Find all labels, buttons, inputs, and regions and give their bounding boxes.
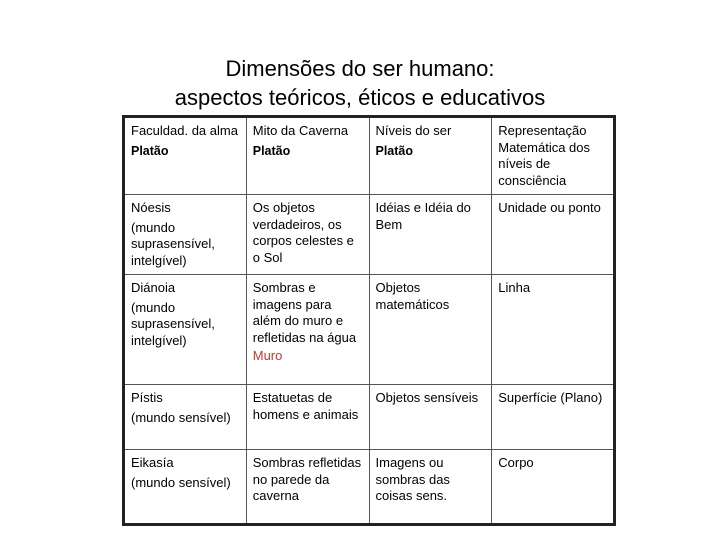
dimensions-table (122, 115, 616, 526)
cell-faculdade (124, 385, 247, 450)
cell-representacao: Superfície (Plano) (492, 385, 615, 450)
table-header-row (124, 117, 615, 195)
header-cell-representacao (492, 117, 615, 195)
cell-mito: Os objetos verdadeiros, os corpos celestes e o Sol (246, 195, 369, 275)
cell-mito-muro: Muro (252, 348, 283, 363)
cell-niveis: Idéias e Idéia do Bem (369, 195, 492, 275)
cell-faculdade (124, 195, 247, 275)
cell-term: Eikasía (131, 455, 174, 470)
cell-term-desc: (mundo sensível) (131, 409, 231, 425)
cell-term-desc: (mundo suprasensível, intelgível) (131, 219, 215, 268)
cell-mito: Estatuetas de homens e animais (246, 385, 369, 450)
cell-term-desc: (mundo sensível) (131, 474, 231, 490)
header-text: Níveis do ser (375, 123, 452, 138)
cell-term-desc: (mundo suprasensível, intelgível) (131, 299, 215, 348)
table-row (124, 450, 615, 525)
cell-term: Diánoia (131, 280, 176, 295)
header-author: Platão (375, 143, 414, 158)
cell-representacao: Corpo (492, 450, 615, 525)
table-row (124, 195, 615, 275)
cell-mito-text: Sombras e imagens para além do muro e refletidas na água (252, 280, 357, 345)
cell-faculdade (124, 275, 247, 385)
title-line-1: Dimensões do ser humano: (225, 56, 495, 81)
cell-niveis: Objetos sensíveis (369, 385, 492, 450)
cell-mito (246, 275, 369, 385)
table-row (124, 275, 615, 385)
header-cell-niveis (369, 117, 492, 195)
header-author: Platão (252, 143, 291, 158)
cell-niveis: Imagens ou sombras das coisas sens. (369, 450, 492, 525)
header-text: Mito da Caverna (252, 123, 349, 138)
header-text: Faculdad. da alma (131, 123, 238, 138)
cell-mito: Sombras refletidas no parede da caverna (246, 450, 369, 525)
cell-representacao: Linha (492, 275, 615, 385)
header-cell-faculdade (124, 117, 247, 195)
table-row (124, 385, 615, 450)
cell-representacao: Unidade ou ponto (492, 195, 615, 275)
header-text: Representação Matemática dos níveis de consciência (498, 123, 591, 188)
header-cell-mito (246, 117, 369, 195)
header-author: Platão (131, 143, 169, 158)
cell-term: Pístis (131, 390, 163, 405)
title-line-2: aspectos teóricos, éticos e educativos (174, 85, 546, 110)
page-title (0, 54, 720, 112)
cell-niveis: Objetos matemáticos (369, 275, 492, 385)
cell-term: Nóesis (131, 200, 171, 215)
cell-faculdade (124, 450, 247, 525)
